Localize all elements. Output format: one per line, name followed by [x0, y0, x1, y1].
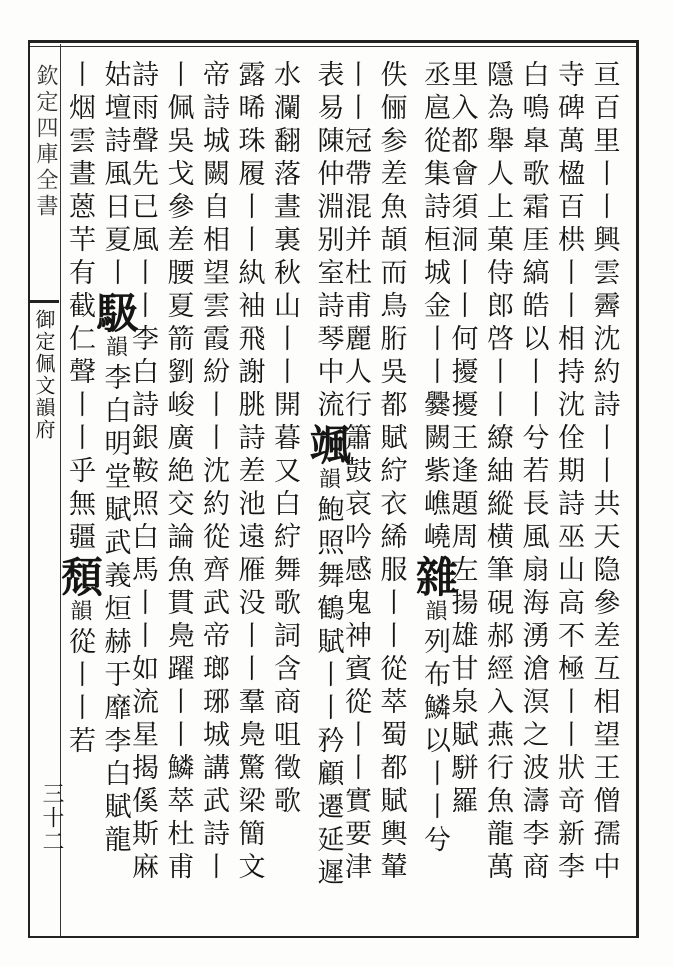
text-segment: 隱為舉人上菓侍郎啓丨丨繚紬縱横筆硯郝經入燕行魚龍萬 [482, 60, 513, 885]
text-segment: 鮑照舞鶴賦丨丨矜顧遷延遲 [312, 495, 344, 891]
text-column [517, 60, 549, 936]
text-segment: 李白明堂賦武義烜赫于 [99, 363, 131, 693]
text-column [55, 60, 104, 936]
rhyme-heading: 颯 [303, 423, 353, 467]
text-segment: 姑壇詩風日夏丨 [99, 60, 131, 291]
text-segment: 亘百里丨丨興雲霽沈約詩丨丨共天隐參差互相望王僧孺中 [588, 60, 620, 885]
top-border-inner [28, 46, 638, 47]
right-border [636, 40, 639, 938]
text-segment: 列布鱗以丨丨兮 [419, 627, 450, 858]
rhyme-heading: 馺 [90, 291, 140, 335]
text-column [410, 60, 459, 936]
rhyme-heading: 雜 [410, 555, 459, 599]
top-border [28, 40, 638, 43]
text-segment: 水瀾翻落晝裏秋山丨丨開 [269, 60, 300, 423]
bottom-border [28, 936, 638, 938]
text-column [303, 60, 353, 936]
rhyme-marker: 韻 [315, 467, 341, 495]
text-column [271, 60, 298, 936]
rhyme-marker: 韻 [67, 599, 92, 627]
text-segment: 李白賦龍 [99, 726, 131, 858]
text-segment: 白鳴臯歌霜厓縞皓以丨丨兮若長風扇海湧滄溟之波濤李商 [517, 60, 549, 885]
rhyme-heading: 頹 [55, 555, 104, 599]
text-column [162, 60, 194, 936]
rhyme-marker: 韻 [422, 599, 447, 627]
text-segment: 靡 [99, 693, 131, 726]
text-segment: 暮又白紵舞歌詞含商咀徵歌 [269, 423, 300, 819]
margin-header: 欽定四庫全書 [33, 64, 58, 220]
book-title: 御定佩文韻府 [30, 300, 59, 441]
page-number: 三十二 [39, 782, 64, 854]
text-column [233, 60, 265, 936]
text-segment: 露晞珠履丨丨紈袖飛謝朓詩差池遠雁没丨丨羣鳧驚梁簡文 [233, 60, 265, 885]
text-segment: 詩雨聲先已風丨丨李白詩銀鞍照白馬丨丨如流星揭傒斯麻 [127, 60, 158, 885]
text-segment: 丨佩吳戈參差腰夏箭劉峻廣絶交論魚貫鳧躍丨丨鱗萃杜甫 [162, 60, 194, 885]
text-segment: 從丨丨若 [64, 627, 95, 759]
text-column [375, 60, 407, 936]
text-column [200, 60, 227, 936]
text-segment: 揚雄甘泉賦駢羅 [446, 588, 478, 819]
text-segment: 里入都會須洞丨丨何擾擾王逢題周左 [446, 60, 478, 588]
text-segment: 丞扈從集詩桓城金丨丨爨闕紫嶕嶢 [419, 60, 450, 555]
text-segment: 佚俪参差魚頡而鳥胻吳都賦紵衣絺服丨丨從萃蜀都賦輿輦 [375, 60, 407, 885]
text-column [484, 60, 511, 936]
text-segment: 有截仁聲丨丨乎無疆 [64, 258, 95, 555]
text-segment: 寺碑萬楹百栱丨丨相持沈佺期詩巫山高不極丨丨狀竒新李 [553, 60, 584, 885]
text-segment: 丨烟雲晝蒽芉 [64, 60, 95, 258]
text-column [555, 60, 582, 936]
text-segment: 表易陳仲淵别室詩琴中流 [312, 60, 344, 423]
text-column [588, 60, 620, 936]
text-segment: 帝詩城闕自相望雲霞紛丨丨沈約從齊武帝瑯琊城講武詩丨 [198, 60, 229, 885]
text-segment: 丨丨冠帶混并杜甫麗人行簫鼓哀吟感鬼神賓從丨丨實要津 [340, 60, 371, 885]
rhyme-marker: 韻 [102, 335, 128, 363]
